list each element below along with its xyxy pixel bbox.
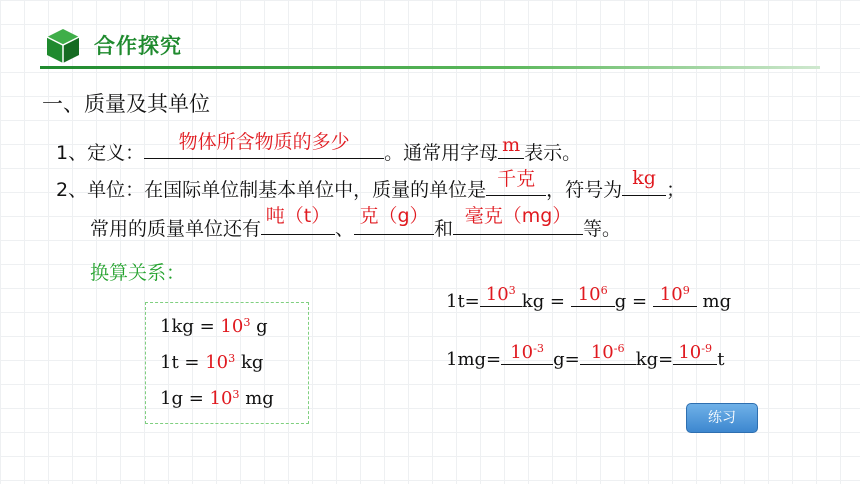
header-underline (40, 66, 820, 69)
milligram-blank (453, 205, 583, 235)
common-sep1: 、 (335, 218, 355, 240)
equation-ton: 1t= $10^3$ kg = $10^6$ g = $10^9$ mg (446, 283, 732, 312)
common-prefix: 常用的质量单位还有 (90, 218, 262, 240)
gram-blank (354, 205, 434, 235)
definition-line (56, 131, 582, 165)
unit-prefix: 2、单位：在国际单位制基本单位中，质量的单位是 (56, 179, 487, 201)
unit-line (56, 167, 686, 202)
letter-blank (498, 136, 524, 159)
definition-suffix: 表示。 (524, 142, 582, 164)
conversion-row-g: $1g = 10^3$ mg (160, 387, 274, 409)
green-cube-icon (46, 28, 80, 64)
practice-button[interactable]: 练习 (686, 403, 758, 433)
gram-answer: 克（g） (359, 205, 429, 227)
conversion-row-kg: $1kg = 10^3$ g (160, 315, 268, 337)
common-units-line (90, 205, 622, 241)
milligram-answer: 毫克（mg） (464, 205, 572, 227)
definition-blank (144, 131, 384, 159)
unit-suffix: ； (666, 179, 686, 201)
conversion-row-t: $1t = 10^3$ kg (160, 351, 264, 373)
letter-answer: m (502, 134, 521, 156)
common-suffix: 等。 (583, 218, 622, 240)
eq2-blank-3: $10^{-9}$ (673, 344, 717, 365)
unit-answer: 千克 (497, 168, 536, 190)
section-title: 一、质量及其单位 (42, 92, 210, 116)
eq1-blank-2: $10^6$ (571, 286, 615, 307)
unit-blank (486, 168, 546, 196)
eq2-blank-1: $10^{-3}$ (501, 344, 553, 365)
definition-mid: 。通常用字母 (384, 142, 499, 164)
ton-answer: 吨（t） (265, 205, 331, 227)
symbol-answer: kg (632, 167, 656, 189)
symbol-blank (622, 167, 666, 196)
unit-mid: ，符号为 (546, 179, 623, 201)
ton-blank (261, 205, 335, 235)
section-header (40, 22, 820, 70)
eq2-blank-2: $10^{-6}$ (580, 344, 636, 365)
eq1-blank-3: $10^9$ (653, 286, 697, 307)
eq1-blank-1: $10^3$ (480, 286, 522, 307)
common-sep2: 和 (434, 218, 454, 240)
conversion-title: 换算关系： (90, 262, 186, 284)
definition-answer: 物体所含物质的多少 (178, 131, 350, 153)
header-title: 合作探究 (94, 34, 182, 58)
equation-milligram: 1mg= $10^{-3}$ g= $10^{-6}$ kg= $10^{-9}$ t (446, 341, 725, 370)
definition-prefix: 1、定义： (56, 142, 145, 164)
